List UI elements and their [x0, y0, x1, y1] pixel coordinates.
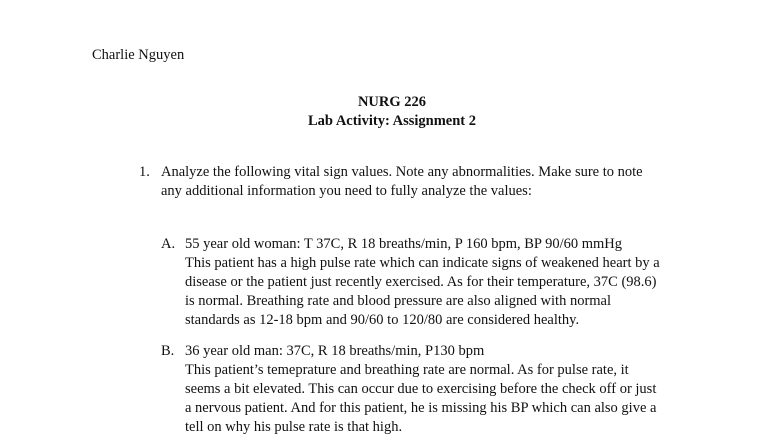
- author-name: Charlie Nguyen: [92, 47, 185, 63]
- item-a-line: disease or the patient just recently exercised. As for their temperature, 37C (98.6): [185, 274, 657, 290]
- item-b-heading: 36 year old man: 37C, R 18 breaths/min, P130 bpm: [185, 343, 485, 359]
- item-b-line: tell on why his pulse rate is that high.: [185, 419, 403, 435]
- item-a-marker: A.: [161, 236, 176, 252]
- question-text: [161, 163, 721, 201]
- item-b-line: a nervous patient. And for this patient, he is missing his BP which can also give a: [185, 400, 657, 416]
- item-a-line: This patient has a high pulse rate which can indicate signs of weakened heart by a: [185, 255, 660, 271]
- item-b-line: seems a bit elevated. This can occur due to exercising before the check off or just: [185, 381, 657, 397]
- item-b-line: This patient’s temeprature and breathing rate are normal. As for pulse rate, it: [185, 362, 629, 378]
- item-a-heading: 55 year old woman: T 37C, R 18 breaths/min, P 160 bpm, BP 90/60 mmHg: [185, 236, 623, 252]
- question-number: 1.: [139, 164, 150, 180]
- question-line: Analyze the following vital sign values. Note any abnormalities. Make sure to note: [161, 164, 643, 180]
- item-a-line: is normal. Breathing rate and blood pressure are also aligned with normal: [185, 293, 612, 309]
- course-title: NURG 226: [357, 94, 427, 110]
- item-a-line: standards as 12-18 bpm and 90/60 to 120/80 are considered healthy.: [185, 312, 580, 328]
- item-b-block: [185, 342, 725, 437]
- item-a-block: [185, 235, 725, 330]
- assignment-subtitle: Lab Activity: Assignment 2: [308, 113, 476, 129]
- item-b-marker: B.: [161, 343, 175, 359]
- question-line: any additional information you need to fully analyze the values:: [161, 183, 532, 199]
